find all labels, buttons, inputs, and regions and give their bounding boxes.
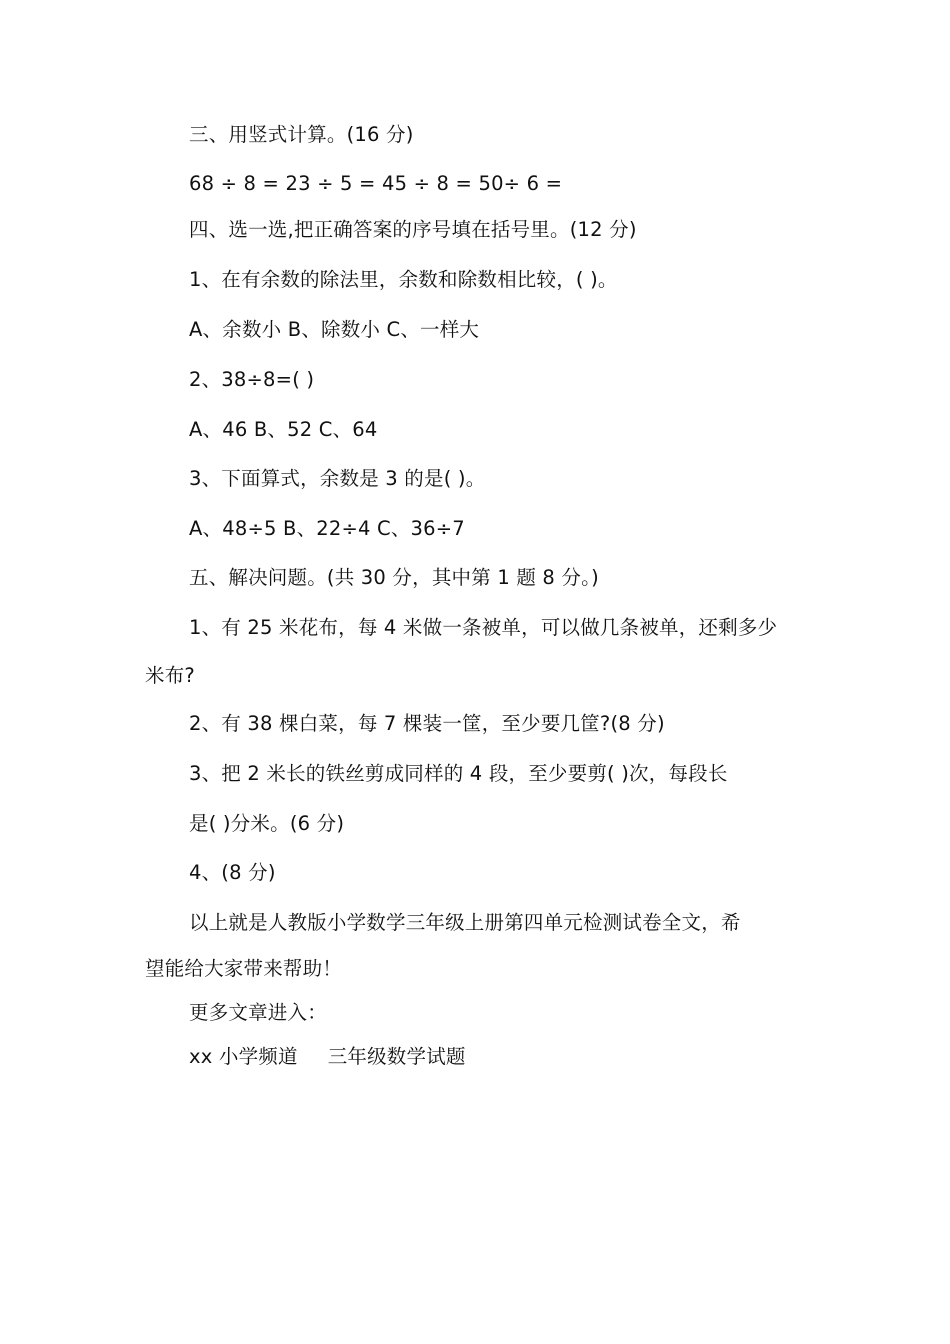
problem-2: 2、有 38 棵白菜，每 7 棵装一筐，至少要几筐?(8 分) [189, 712, 665, 735]
related-links [189, 1044, 466, 1070]
problem-4: 4、(8 分) [189, 861, 276, 884]
question-2-options: A、46 B、52 C、64 [189, 418, 378, 441]
outro-line-1: 以上就是人教版小学数学三年级上册第四单元检测试卷全文，希 [189, 911, 741, 934]
question-1: 1、在有余数的除法里，余数和除数相比较，( )。 [189, 268, 618, 291]
section-3-title: 三、用竖式计算。(16 分) [189, 123, 414, 146]
link-primary-school-channel[interactable]: xx 小学频道 [189, 1045, 298, 1068]
section-5-title: 五、解决问题。(共 30 分，其中第 1 题 8 分。) [189, 566, 599, 589]
question-3: 3、下面算式，余数是 3 的是( )。 [189, 467, 486, 490]
section-3-expressions: 68 ÷ 8 = 23 ÷ 5 = 45 ÷ 8 = 50÷ 6 = [189, 172, 563, 195]
problem-3-line-2: 是( )分米。(6 分) [189, 812, 345, 835]
link-grade-3-math-tests[interactable]: 三年级数学试题 [327, 1045, 466, 1068]
more-articles-label: 更多文章进入： [189, 1001, 327, 1024]
question-3-options: A、48÷5 B、22÷4 C、36÷7 [189, 517, 465, 540]
section-4-title: 四、选一选,把正确答案的序号填在括号里。(12 分) [189, 218, 637, 241]
question-1-options: A、余数小 B、除数小 C、一样大 [189, 318, 480, 341]
problem-1-line-2: 米布? [145, 664, 195, 687]
problem-3-line-1: 3、把 2 米长的铁丝剪成同样的 4 段，至少要剪( )次，每段长 [189, 762, 728, 785]
question-2: 2、38÷8=( ) [189, 368, 315, 391]
problem-1-line-1: 1、有 25 米花布，每 4 米做一条被单，可以做几条被单，还剩多少 [189, 616, 778, 639]
outro-line-2: 望能给大家带来帮助！ [145, 957, 343, 980]
